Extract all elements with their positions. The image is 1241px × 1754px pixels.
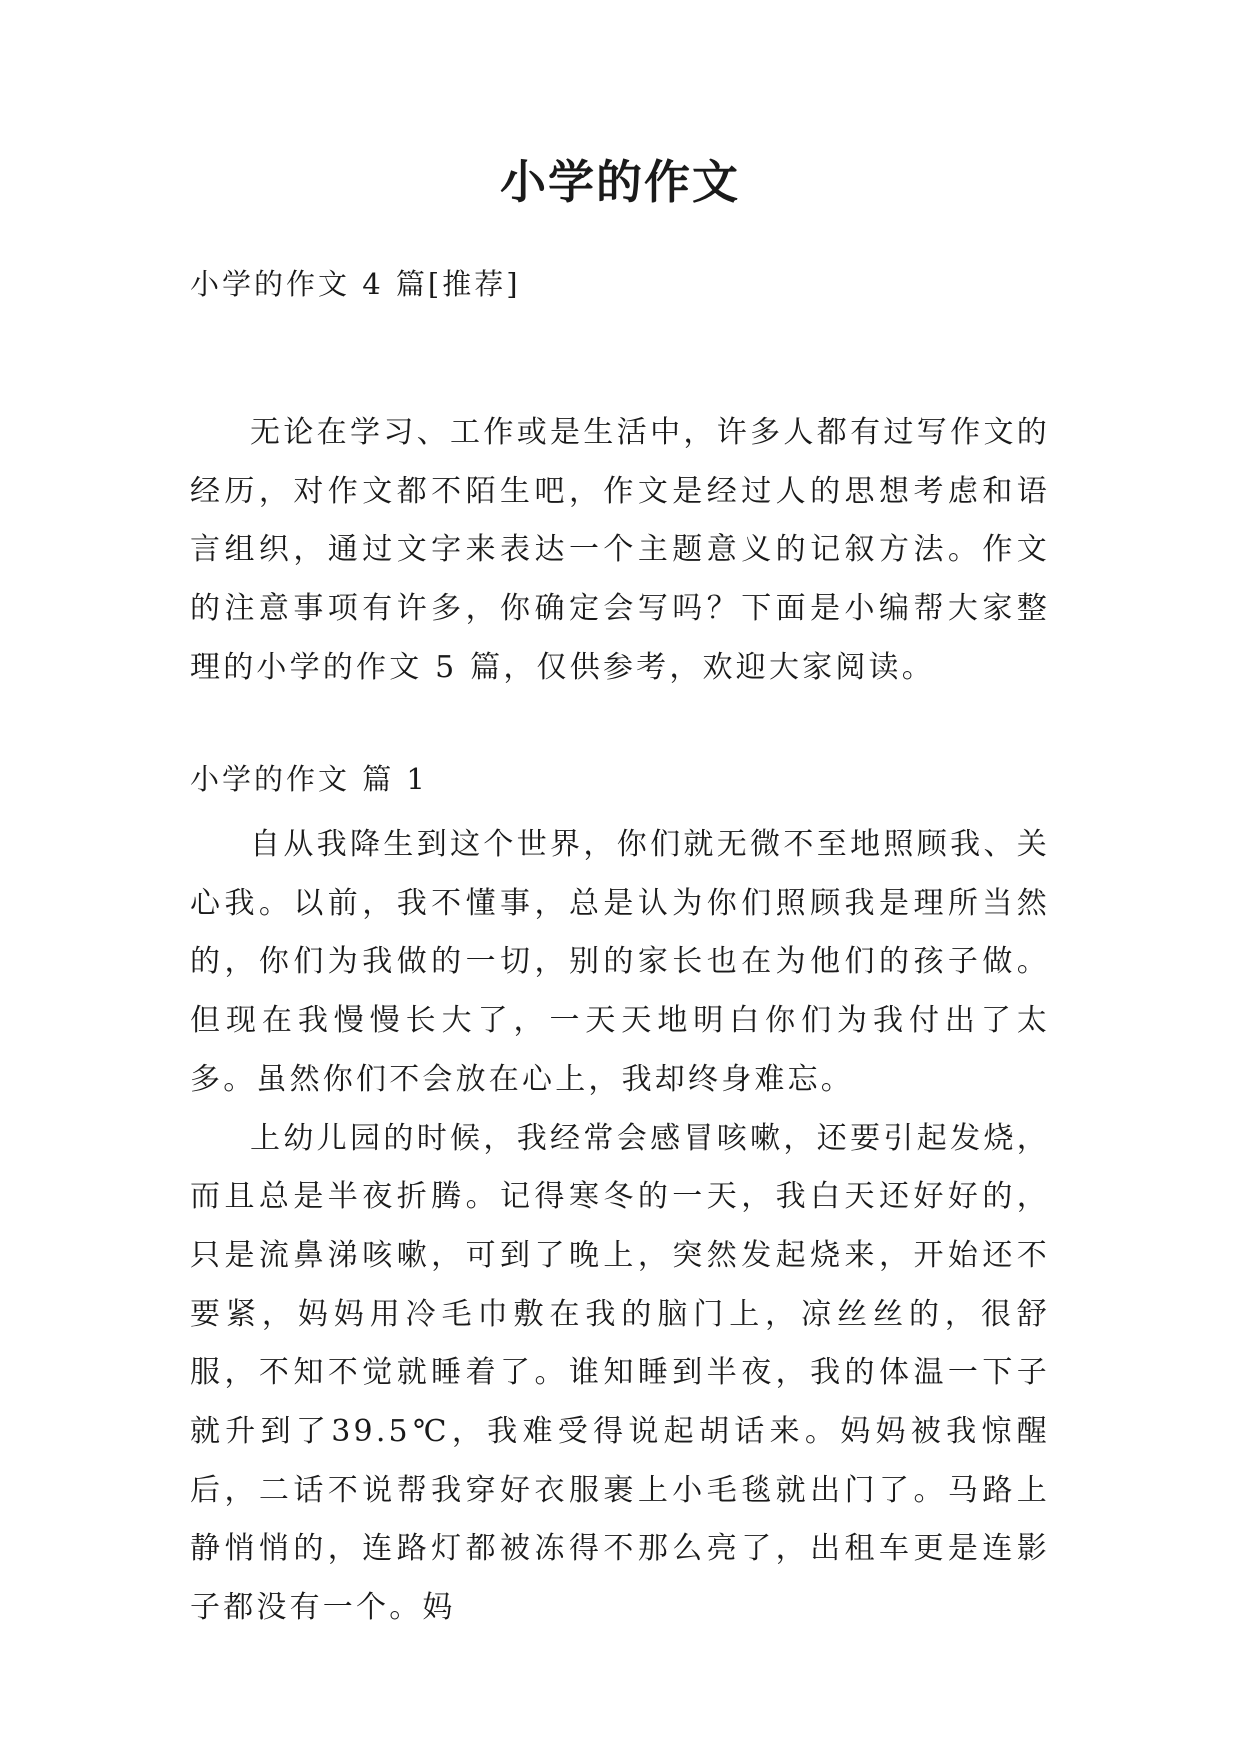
intro-paragraph: 无论在学习、工作或是生活中，许多人都有过写作文的经历，对作文都不陌生吧，作文是经过人的思想考虑和语言组织，通过文字来表达一个主题意义的记叙方法。作文的注意事项有许多，你确定会写吗？下面是小编帮大家整理的小学的作文 5 篇，仅供参考，欢迎大家阅读。	[190, 415, 1050, 685]
essay-paragraph-2: 上幼儿园的时候，我经常会感冒咳嗽，还要引起发烧，而且总是半夜折腾。记得寒冬的一天，我白天还好好的，只是流鼻涕咳嗽，可到了晚上，突然发起烧来，开始还不要紧，妈妈用冷毛巾敷在我的脑门上，凉丝丝的，很舒服，不知不觉就睡着了。谁知睡到半夜，我的体温一下子就升到了39.5℃，我难受得说起胡话来。妈妈被我惊醒后，二话不说帮我穿好衣服裹上小毛毯就出门了。马路上静悄悄的，连路灯都被冻得不那么亮了，出租车更是连影子都没有一个。妈	[190, 1120, 1050, 1626]
document-page	[190, 0, 1050, 1754]
intro-section	[190, 404, 1050, 698]
document-subtitle: 小学的作文 4 篇[推荐]	[190, 267, 521, 301]
essay-body	[190, 816, 1050, 1638]
essay-paragraph-1: 自从我降生到这个世界，你们就无微不至地照顾我、关心我。以前，我不懂事，总是认为你们照顾我是理所当然的，你们为我做的一切，别的家长也在为他们的孩子做。但现在我慢慢长大了，一天天地明白你们为我付出了太多。虽然你们不会放在心上，我却终身难忘。	[190, 827, 1050, 1097]
document-title: 小学的作文	[500, 155, 740, 209]
section-heading: 小学的作文 篇 1	[190, 762, 428, 796]
